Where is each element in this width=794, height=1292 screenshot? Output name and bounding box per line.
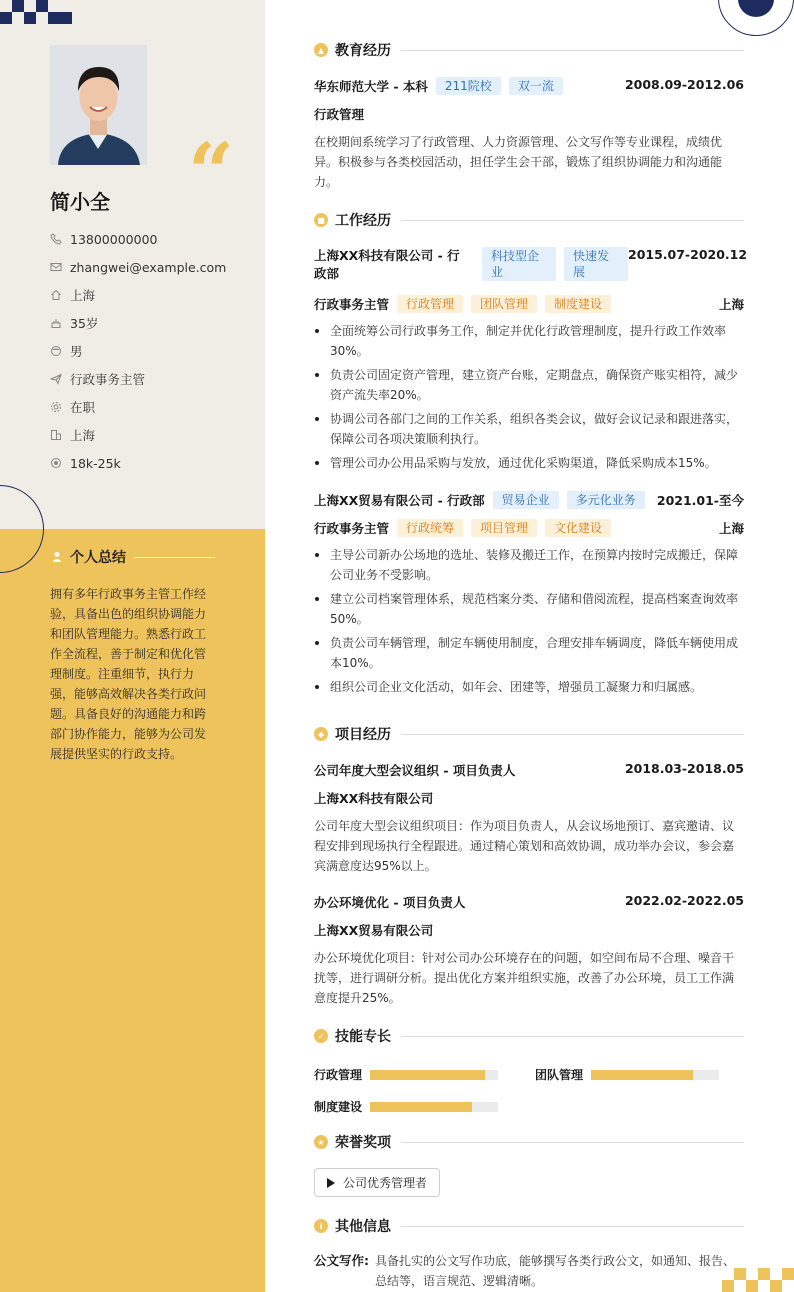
thumbs-up-icon: ✓ [314,1029,328,1043]
other-value: 具备扎实的公文写作功底，能够撰写各类行政公文，如通知、报告、总结等，语言规范、逻辑清晰。 [375,1254,736,1288]
skill-bar-fill [370,1102,472,1112]
home-icon [50,289,62,301]
skill-bar-fill [370,1070,485,1080]
company-tag: 多元化业务 [567,491,645,509]
job-city: 上海 [718,297,744,312]
divider [401,1142,744,1143]
phone-icon [50,233,62,245]
skill-tag: 行政管理 [397,295,463,313]
list-item: 组织公司企业文化活动，如年会、团建等，增强员工凝聚力和归属感。 [314,677,744,697]
info-salary [50,449,226,477]
other-key: 公文写作: [314,1253,369,1268]
job-bullets [314,545,744,701]
divider [401,50,744,51]
skill-name: 行政管理 [314,1068,363,1082]
job-date: 2021.01-至今 [656,493,744,508]
target-city-value: 上海 [70,428,96,443]
skill-item [314,1098,498,1115]
education-title: 教育经历 [335,43,391,59]
other-title: 其他信息 [335,1219,391,1235]
person-icon [50,550,64,564]
project-icon: ◆ [314,727,328,741]
list-item: 协调公司各部门之间的工作关系，组织各类会议，做好会议记录和跟进落实，保障公司各项决策顺利执行。 [314,409,744,449]
summary-title: 个人总结 [70,550,126,566]
skill-tag: 行政统筹 [397,519,463,537]
skill-bar-fill [591,1070,693,1080]
skill-item [535,1066,719,1083]
summary-text: 拥有多年行政事务主管工作经验，具备出色的组织协调能力和团队管理能力。熟悉行政工作全流程，善于制定和优化管理制度。注重细节，执行力强，能够高效解决各类行政问题。具备良好的沟通能力和跨部门协作能力，能够为公司发展提供坚实的行政支持。 [50,587,207,761]
major: 行政管理 [314,107,365,122]
school-tag: 双一流 [509,77,563,95]
education-description: 在校期间系统学习了行政管理、人力资源管理、公文写作等专业课程，成绩优异。积极参与各类校园活动，担任学生会干部，锻炼了组织协调能力和沟通能力。 [314,135,723,189]
project-company: 上海XX贸易有限公司 [314,923,434,938]
education-heading [314,40,744,60]
quote-mark-icon: “ [188,125,235,219]
project-date: 2022.02-2022.05 [624,893,744,908]
company-tag: 科技型企业 [482,247,556,281]
award-name: 公司优秀管理者 [343,1176,428,1190]
skill-tag: 项目管理 [471,519,537,537]
company-tag: 快速发展 [564,247,628,281]
phone-value: 13800000000 [70,231,158,247]
info-gender [50,337,226,365]
list-item: 负责公司固定资产管理，建立资产台账，定期盘点，确保资产账实相符，减少资产流失率20%。 [314,365,744,405]
company-name: 上海XX科技有限公司 - 行政部 [314,248,460,281]
checker-decoration [0,0,80,24]
job-bullets [314,321,744,477]
info-city [50,281,226,309]
school-tag: 211院校 [436,77,501,95]
list-item: 全面统筹公司行政事务工作，制定并优化行政管理制度，提升行政工作效率30%。 [314,321,744,361]
mail-icon [50,261,62,273]
skill-tag: 团队管理 [471,295,537,313]
award-item [314,1168,440,1197]
candidate-name: 简小全 [50,190,110,214]
project-name: 公司年度大型会议组织 - 项目负责人 [314,763,516,778]
job-date: 2015.07-2020.12 [628,247,748,262]
city-value: 上海 [70,288,96,303]
education-date: 2008.09-2012.06 [624,77,744,92]
project-header-row [314,893,744,911]
info-position [50,365,226,393]
list-item: 主导公司新办公场地的选址、装修及搬迁工作，在预算内按时完成搬迁，保障公司业务不受影响。 [314,545,744,585]
trophy-icon: ★ [314,1135,328,1149]
projects-title: 项目经历 [335,727,391,743]
divider [401,734,744,735]
info-age [50,309,226,337]
skills-heading [314,1026,744,1046]
status-value: 在职 [70,400,96,415]
info-icon: i [314,1219,328,1233]
ring-decoration [718,0,794,36]
gender-icon [50,345,62,357]
info-email [50,253,226,281]
sidebar [0,0,265,1292]
skill-tag: 制度建设 [545,295,611,313]
info-target-city [50,421,226,449]
job-role-row [314,295,744,313]
project-company: 上海XX科技有限公司 [314,791,434,806]
cake-icon [50,317,62,329]
building-icon [50,429,62,441]
project-date: 2018.03-2018.05 [624,761,744,776]
job-role-row [314,519,744,537]
other-info-row [314,1251,744,1291]
briefcase-icon: ■ [314,213,328,227]
work-title: 工作经历 [335,213,391,229]
skill-tag: 文化建设 [545,519,611,537]
salary-value: 18k-25k [70,455,121,471]
email-value: zhangwei@example.com [70,259,227,275]
job-header-row [314,247,748,283]
project-header-row [314,761,744,779]
job-header-row [314,491,744,509]
company-name: 上海XX贸易有限公司 - 行政部 [314,493,485,508]
projects-heading [314,724,744,744]
send-icon [50,373,62,385]
project-description: 公司年度大型会议组织项目：作为项目负责人，从会议场地预订、嘉宾邀请、议程安排到现场执行全程跟进。通过精心策划和高效协调，成功举办会议，参会嘉宾满意度达95%以上。 [314,819,735,873]
divider [401,220,744,221]
skills-title: 技能专长 [335,1029,391,1045]
list-item: 负责公司车辆管理，制定车辆使用制度，合理安排车辆调度，降低车辆使用成本10%。 [314,633,744,673]
divider [401,1036,744,1037]
company-tag: 贸易企业 [493,491,559,509]
skill-bar [370,1070,498,1080]
awards-heading [314,1132,744,1152]
avatar [50,45,147,165]
divider [134,557,215,558]
job-city: 上海 [718,521,744,536]
list-item: 建立公司档案管理体系，规范档案分类、存储和借阅流程，提高档案查询效率50%。 [314,589,744,629]
work-heading [314,210,744,230]
list-item: 管理公司办公用品采购与发放，通过优化采购渠道，降低采购成本15%。 [314,453,744,473]
coin-icon [50,457,62,469]
graduation-cap-icon: ▲ [314,43,328,57]
info-status [50,393,226,421]
info-phone [50,225,226,253]
summary-heading [50,547,215,567]
job-role: 行政事务主管 [314,297,390,312]
gear-icon [50,401,62,413]
divider [401,1226,744,1227]
skill-bar [370,1102,498,1112]
gender-value: 男 [70,344,83,359]
project-description: 办公环境优化项目：针对公司办公环境存在的问题，如空间布局不合理、噪音干扰等，进行调研分析。提出优化方案并组织实施，改善了办公环境，员工工作满意度提升25%。 [314,951,735,1005]
other-heading [314,1216,744,1236]
education-header-row [314,77,744,95]
contact-info [50,225,226,477]
play-icon [327,1178,335,1188]
skill-name: 团队管理 [535,1068,584,1082]
project-name: 办公环境优化 - 项目负责人 [314,895,466,910]
age-value: 35岁 [70,316,99,331]
awards-title: 荣誉奖项 [335,1135,391,1151]
position-value: 行政事务主管 [70,372,146,387]
skill-name: 制度建设 [314,1100,363,1114]
skill-bar [591,1070,719,1080]
school-name: 华东师范大学 - 本科 [314,79,428,94]
skill-item [314,1066,498,1083]
job-role: 行政事务主管 [314,521,390,536]
